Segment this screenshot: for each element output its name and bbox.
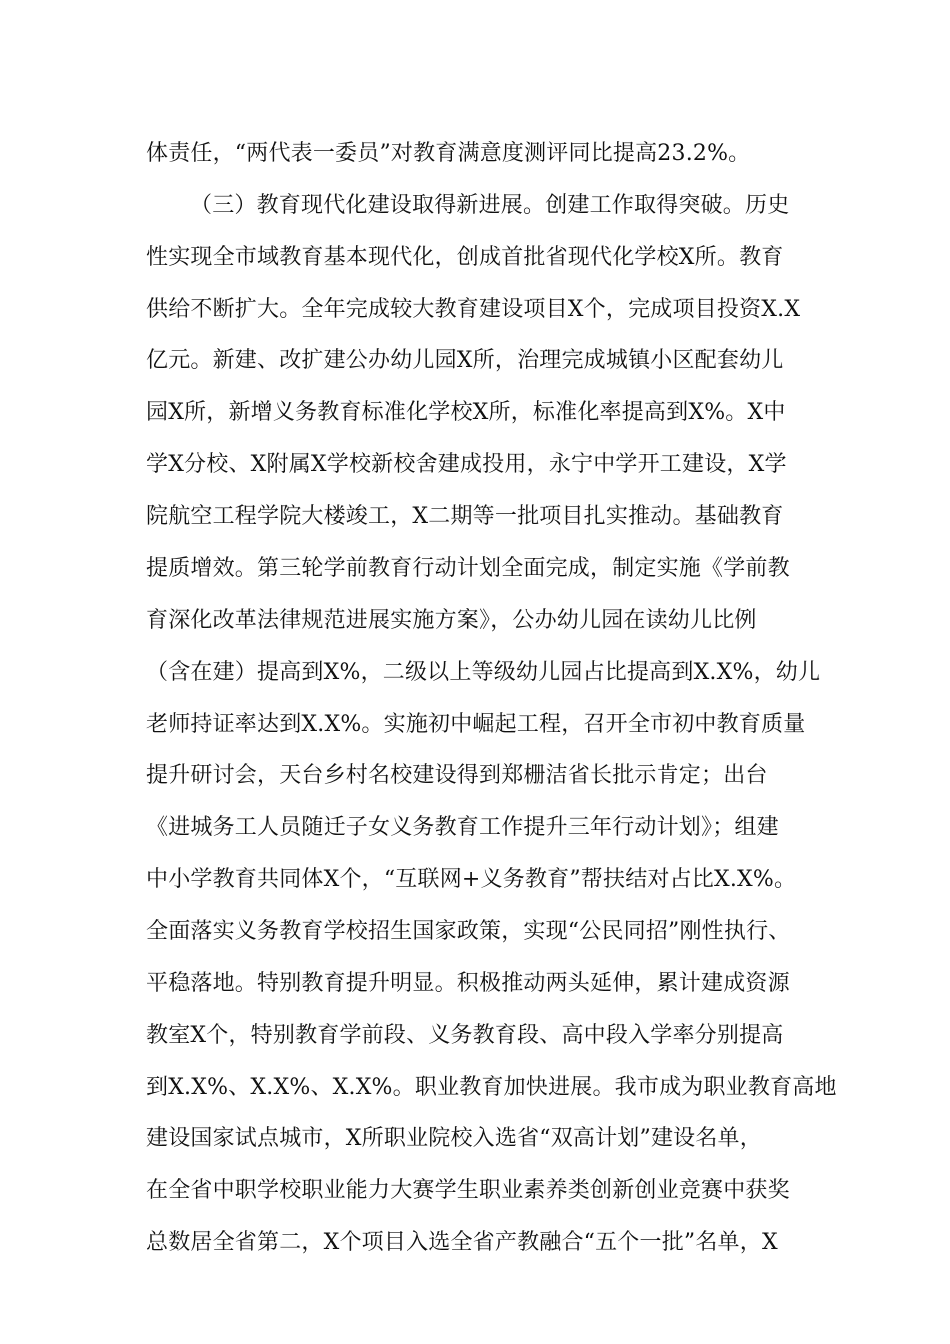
text-line: 院航空工程学院大楼竣工，X二期等一批项目扎实推动。基础教育 <box>146 504 784 529</box>
text-line: 园X所，新增义务教育标准化学校X所，标准化率提高到X%。X中 <box>146 400 786 425</box>
text-line: 体责任，“两代表一委员”对教育满意度测评同比提高23.2%。 <box>146 141 751 166</box>
text-line: 《进城务工人员随迁子女义务教育工作提升三年行动计划》；组建 <box>146 815 779 840</box>
text-line: 中小学教育共同体X个，“互联网+义务教育”帮扶结对占比X.X%。 <box>146 867 797 892</box>
text-line: 性实现全市域教育基本现代化，创成首批省现代化学校X所。教育 <box>146 245 784 270</box>
text-line: 建设国家试点城市，X所职业院校入选省“双高计划”建设名单， <box>146 1126 762 1151</box>
text-line: 在全省中职学校职业能力大赛学生职业素养类创新创业竞赛中获奖 <box>146 1178 790 1203</box>
text-line: 教室X个，特别教育学前段、义务教育段、高中段入学率分别提高 <box>146 1023 784 1048</box>
text-line: 到X.X%、X.X%、X.X%。职业教育加快进展。我市成为职业教育高地 <box>146 1075 837 1100</box>
text-line: 提质增效。第三轮学前教育行动计划全面完成，制定实施《学前教 <box>146 556 790 581</box>
text-line: 总数居全省第二，X个项目入选全省产教融合“五个一批”名单，X <box>146 1230 778 1255</box>
text-line: 学X分校、X附属X学校新校舍建成投用，永宁中学开工建设，X学 <box>146 452 787 477</box>
text-line: 平稳落地。特别教育提升明显。积极推动两头延伸，累计建成资源 <box>146 971 790 996</box>
text-line: 育深化改革法律规范进展实施方案》，公办幼儿园在读幼儿比例 <box>146 608 757 633</box>
text-line: 亿元。新建、改扩建公办幼儿园X所，治理完成城镇小区配套幼儿 <box>146 348 784 373</box>
text-line: 老师持证率达到X.X%。实施初中崛起工程，召开全市初中教育质量 <box>146 712 806 737</box>
text-line: 提升研讨会，天台乡村名校建设得到郑栅洁省长批示肯定；出台 <box>146 763 768 788</box>
text-line: （含在建）提高到X%，二级以上等级幼儿园占比提高到X.X%，幼儿 <box>146 660 821 685</box>
text-line: 供给不断扩大。全年完成较大教育建设项目X个，完成项目投资X.X <box>146 297 801 322</box>
text-line: 全面落实义务教育学校招生国家政策，实现“公民同招”刚性执行、 <box>146 919 791 944</box>
text-line: （三）教育现代化建设取得新进展。创建工作取得突破。历史 <box>190 193 790 218</box>
